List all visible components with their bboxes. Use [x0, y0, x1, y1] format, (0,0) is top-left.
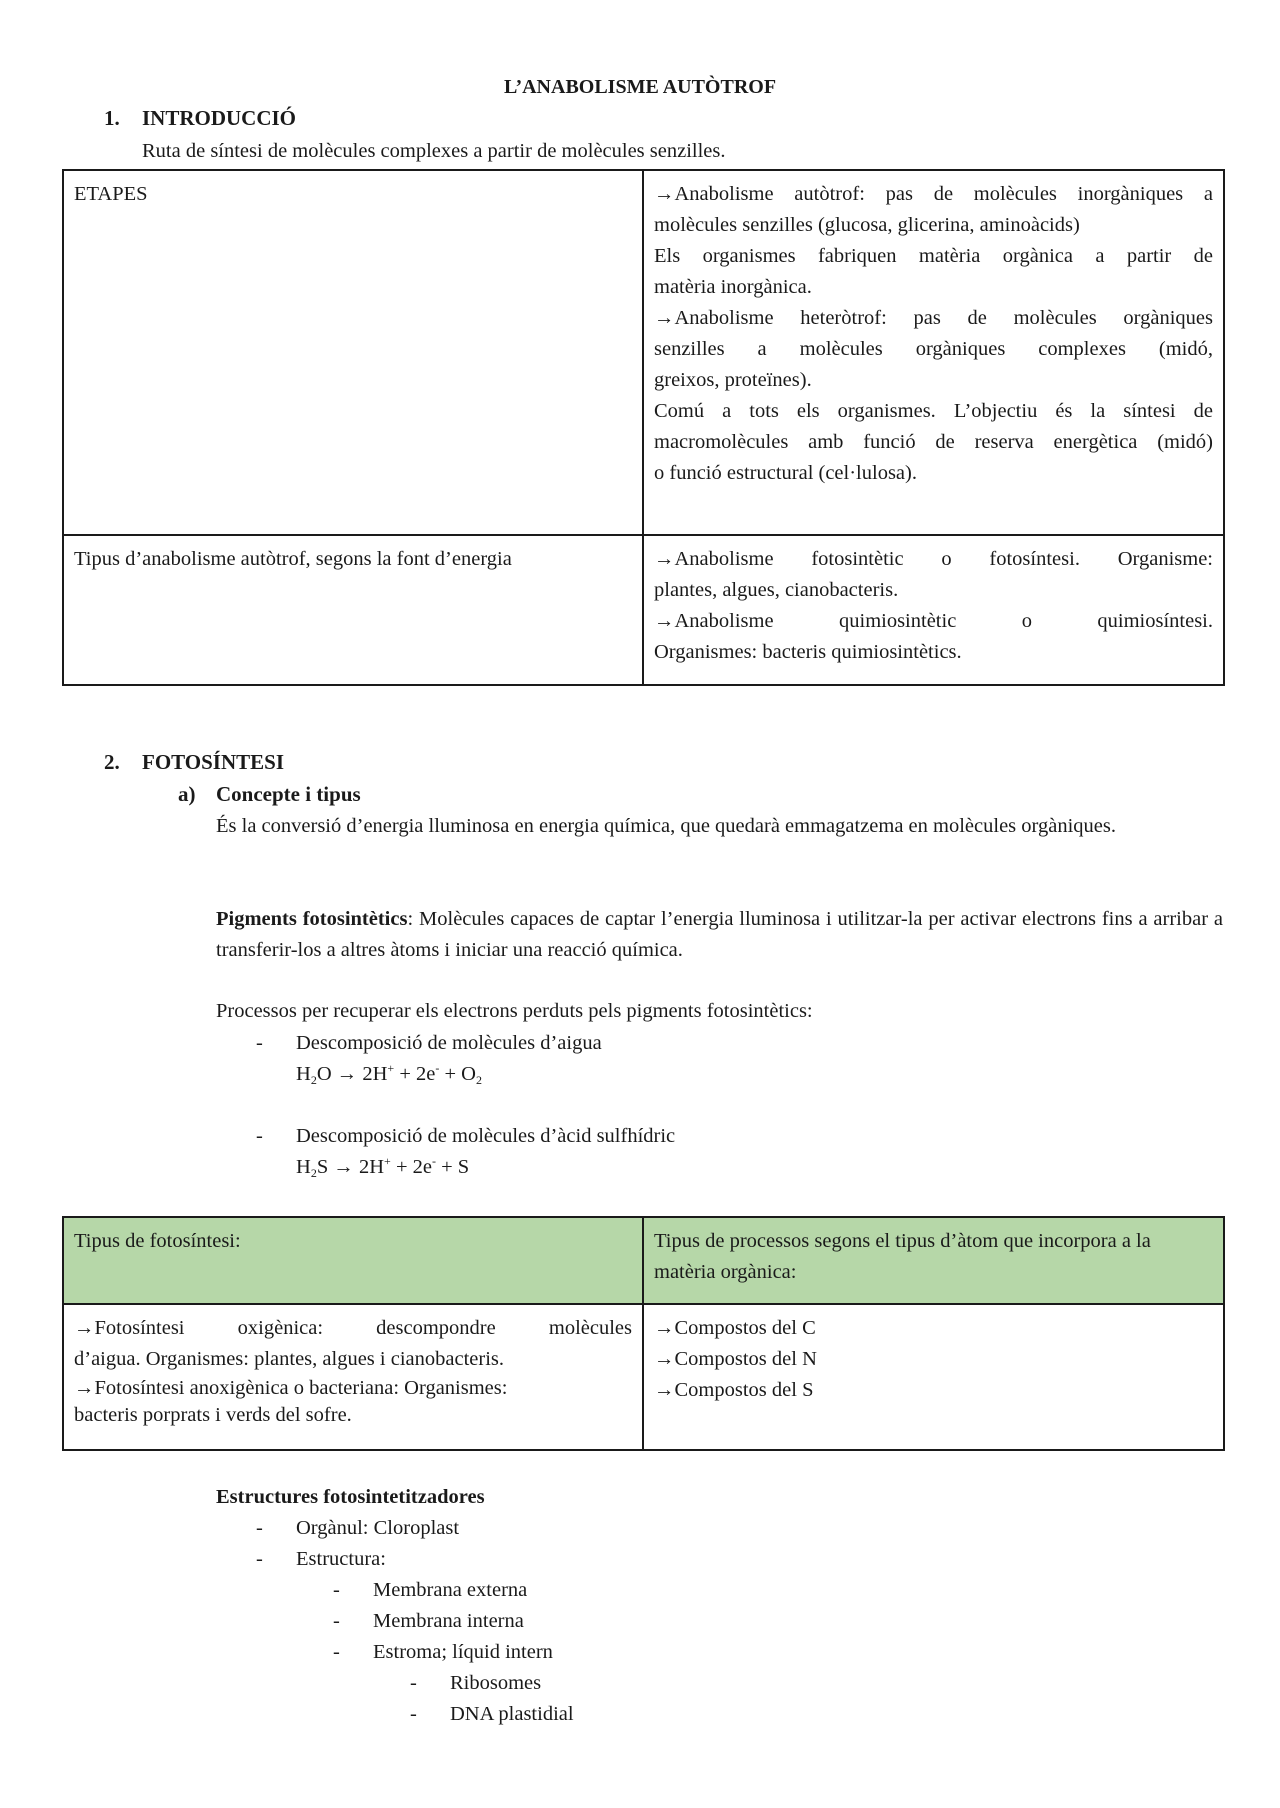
list-dash: -	[256, 1125, 263, 1147]
list-item-text: Estructura:	[296, 1548, 386, 1570]
list-item-text: Estroma; líquid intern	[373, 1641, 553, 1663]
list-dash: -	[256, 1517, 263, 1539]
list-item	[333, 1575, 528, 1606]
table-header-cell	[643, 1217, 1224, 1304]
definition-paragraph: És la conversió d’energia lluminosa en energia química, que quedarà emmagatzema en molècules orgàniques.	[216, 815, 1116, 837]
cell-line: →Fotosíntesi oxigènica: descompondre molècules	[74, 1317, 632, 1339]
etapes-table	[62, 169, 1225, 686]
pigments-term: Pigments fotosintètics	[216, 908, 408, 930]
eq-part: 2	[476, 1073, 482, 1087]
cell-line: →Anabolisme fotosintètic o fotosíntesi. Organisme:	[654, 548, 1213, 570]
list-item-text: Ribosomes	[450, 1672, 542, 1694]
section-2-number: 2.	[104, 750, 120, 774]
cell-text: ETAPES	[74, 183, 148, 205]
cell-line: greixos, proteïnes).	[654, 369, 812, 391]
cell-line: →Anabolisme autòtrof: pas de molècules inorgàniques a	[654, 183, 1213, 205]
eq-part: H	[296, 1156, 311, 1178]
cell-line: molècules senzilles (glucosa, glicerina, aminoàcids)	[654, 214, 1080, 236]
cell-text: Tipus de fotosíntesi:	[74, 1230, 241, 1252]
eq-part: -	[435, 1061, 440, 1075]
list-dash: -	[410, 1672, 417, 1694]
list-dash: -	[256, 1548, 263, 1570]
equation-h2s	[296, 1152, 469, 1183]
cell-line: senzilles a molècules orgàniques complexes (midó,	[654, 338, 1213, 360]
document-title: L’ANABOLISME AUTÒTROF	[503, 76, 777, 98]
cell-line: plantes, algues, cianobacteris.	[654, 579, 899, 601]
list-dash: -	[410, 1703, 417, 1725]
process-1-text: Descomposició de molècules d’aigua	[296, 1032, 602, 1054]
cell-line: matèria inorgànica.	[654, 276, 812, 298]
cell-line: Organismes: bacteris quimiosintètics.	[654, 641, 962, 663]
table-cell-content	[643, 535, 1224, 685]
list-dash: -	[333, 1579, 340, 1601]
cell-line: d’aigua. Organismes: plantes, algues i cianobacteris.	[74, 1348, 504, 1370]
cell-text: Tipus de processos segons el tipus d’àtom que incorpora a la matèria orgànica:	[654, 1230, 1151, 1283]
process-2-text: Descomposició de molècules d’àcid sulfhídric	[296, 1125, 676, 1147]
section-1-intro: Ruta de síntesi de molècules complexes a partir de molècules senzilles.	[142, 140, 726, 162]
eq-part: + S	[435, 1156, 470, 1178]
list-item	[256, 1544, 410, 1575]
cell-line: o funció estructural (cel·lulosa).	[654, 462, 917, 484]
list-item	[333, 1606, 524, 1637]
pigments-text: : Molècules capaces de captar l’energia lluminosa i utilitzar-la per activar electrons fins a arribar a transferir-los a altres àtoms i iniciar una reacció química.	[216, 908, 1223, 961]
eq-part: + 2e	[394, 1063, 436, 1085]
cell-line: Els organismes fabriquen matèria orgànica a partir de	[654, 245, 1213, 267]
eq-part: +	[387, 1061, 395, 1075]
cell-line: macromolècules amb funció de reserva energètica (midó)	[654, 431, 1213, 453]
list-item	[256, 1513, 460, 1544]
eq-part: 2	[310, 1073, 317, 1087]
cell-text: Tipus d’anabolisme autòtrof, segons la font d’energia	[74, 548, 512, 570]
list-item	[333, 1637, 553, 1668]
eq-part: H	[296, 1063, 311, 1085]
list-dash: -	[333, 1641, 340, 1663]
eq-part: O → 2H	[316, 1063, 388, 1085]
processes-intro: Processos per recuperar els electrons perduts pels pigments fotosintètics:	[216, 1000, 813, 1022]
eq-part: + 2e	[390, 1156, 432, 1178]
list-dash: -	[333, 1610, 340, 1632]
cell-line: →Anabolisme quimiosintètic o quimiosíntesi.	[654, 610, 1213, 632]
table-row	[63, 535, 1224, 685]
list-item-text: DNA plastidial	[450, 1703, 574, 1725]
eq-part: -	[431, 1154, 436, 1168]
table-row	[63, 170, 1224, 535]
structures-list	[256, 1513, 574, 1730]
eq-part: + O	[439, 1063, 476, 1085]
structures-heading: Estructures fotosintetitzadores	[216, 1486, 485, 1508]
table-cell-content	[63, 1304, 643, 1450]
table-cell-content	[643, 170, 1224, 535]
list-item-text: Orgànul: Cloroplast	[296, 1517, 460, 1539]
cell-line: →Compostos del N	[654, 1348, 817, 1370]
table-header-row	[63, 1217, 1224, 1304]
list-item-text: Membrana interna	[373, 1610, 524, 1632]
eq-part: +	[384, 1154, 391, 1168]
pigments-paragraph	[216, 904, 1223, 966]
list-item-text: Membrana externa	[373, 1579, 528, 1601]
list-dash: -	[256, 1032, 263, 1054]
cell-line: →Compostos del S	[654, 1379, 814, 1401]
table-header-cell	[63, 1217, 643, 1304]
table-cell-content	[643, 1304, 1224, 1450]
subsection-a-label: a)	[178, 782, 196, 806]
section-1-number: 1.	[104, 106, 120, 130]
subsection-a-title: Concepte i tipus	[216, 782, 361, 806]
photosynthesis-types-table	[62, 1216, 1225, 1451]
table-row	[63, 1304, 1224, 1450]
table-cell-label	[63, 535, 643, 685]
equation-water	[296, 1059, 482, 1090]
cell-line: →Compostos del C	[654, 1317, 816, 1339]
section-1-title: INTRODUCCIÓ	[142, 106, 297, 130]
cell-line: bacteris porprats i verds del sofre.	[74, 1404, 352, 1426]
cell-line: Comú a tots els organismes. L’objectiu és la síntesi de	[654, 400, 1213, 422]
eq-part: S → 2H	[316, 1156, 385, 1178]
cell-line: →Anabolisme heteròtrof: pas de molècules orgàniques	[654, 307, 1213, 329]
table-cell-label	[63, 170, 643, 535]
cell-line: →Fotosíntesi anoxigènica o bacteriana: Organismes:	[74, 1377, 508, 1399]
section-2-title: FOTOSÍNTESI	[142, 750, 285, 774]
eq-part: 2	[310, 1166, 317, 1180]
